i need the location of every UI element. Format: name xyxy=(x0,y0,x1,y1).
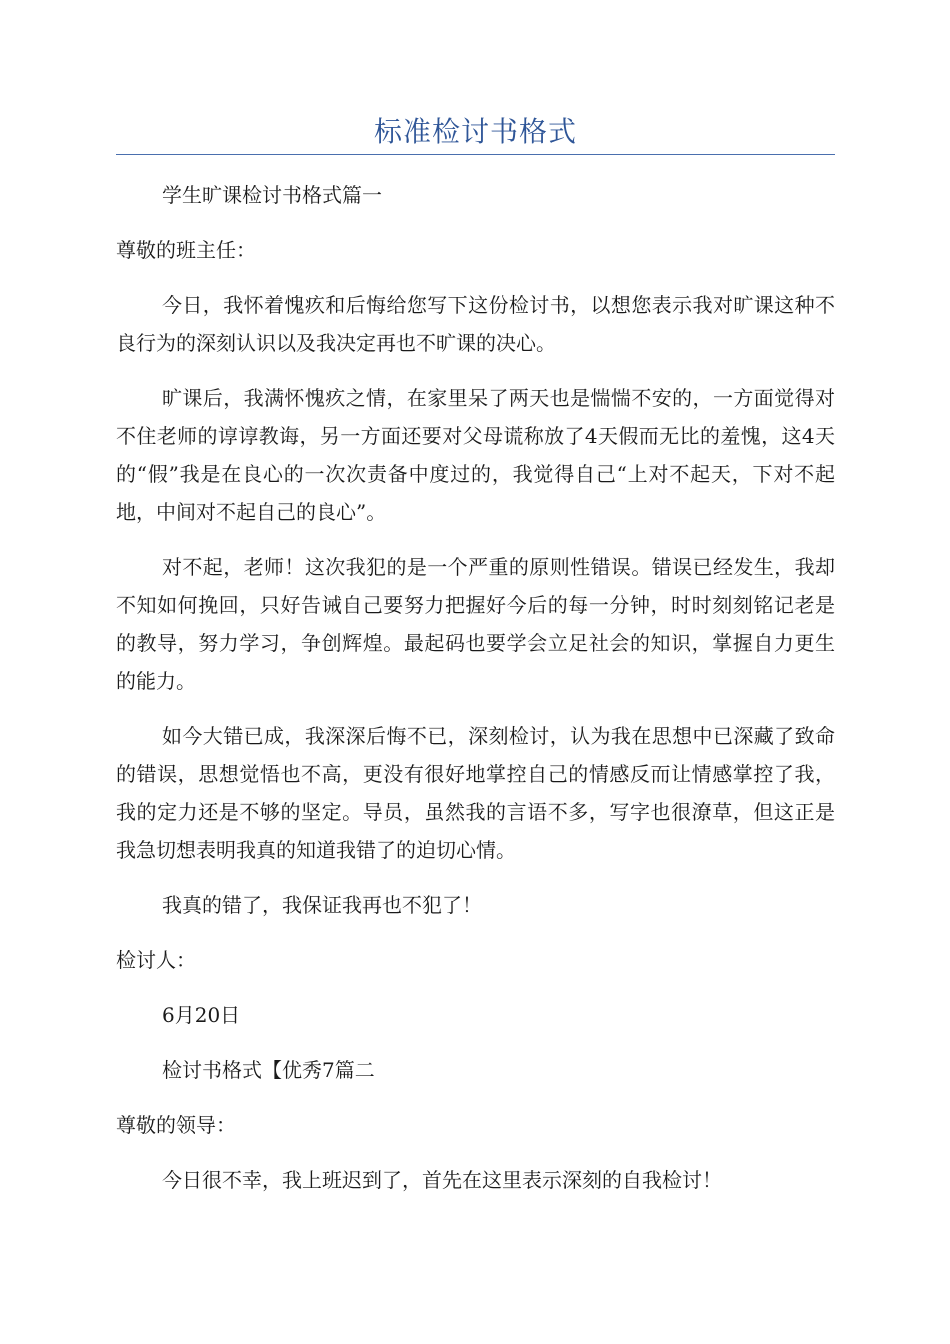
section-heading-1: 学生旷课检讨书格式篇一 xyxy=(162,183,382,207)
title-underline xyxy=(116,154,835,155)
salutation-2: 尊敬的领导： xyxy=(116,1113,236,1137)
paragraph: 如今大错已成，我深深后悔不已，深刻检讨，认为我在思想中已深藏了致命的错误，思想觉悟也不高，更没有很好地掌控自己的情感反而让情感掌控了我，我的定力还是不够的坚定。导员，虽然我的言语不多，写字也很潦草，但这正是我急切想表明我真的知道我错了的迫切心情。 xyxy=(116,724,835,862)
paragraph: 旷课后，我满怀愧疚之情，在家里呆了两天也是惴惴不安的，一方面觉得对不住老师的谆谆教诲，另一方面还要对父母谎称放了4天假而无比的羞愧，这4天的“假”我是在良心的一次次责备中度过的，我觉得自己“上对不起天，下对不起地，中间对不起自己的良心”。 xyxy=(116,386,835,524)
paragraph: 今日很不幸，我上班迟到了，首先在这里表示深刻的自我检讨！ xyxy=(162,1168,722,1192)
paragraph: 今日，我怀着愧疚和后悔给您写下这份检讨书，以想您表示我对旷课这种不良行为的深刻认识以及我决定再也不旷课的决心。 xyxy=(116,293,835,355)
paragraph: 对不起，老师！这次我犯的是一个严重的原则性错误。错误已经发生，我却不知如何挽回，只好告诫自己要努力把握好今后的每一分钟，时时刻刻铭记老是的教导，努力学习，争创辉煌。最起码也要学会立足社会的知识，掌握自力更生的能力。 xyxy=(116,555,835,693)
paragraph: 我真的错了，我保证我再也不犯了！ xyxy=(162,893,482,917)
document-body xyxy=(116,176,835,1216)
salutation-1: 尊敬的班主任： xyxy=(116,238,256,262)
section-heading-2: 检讨书格式【优秀7篇二 xyxy=(162,1058,375,1082)
signature-label: 检讨人： xyxy=(116,948,196,972)
date-line: 6月20日 xyxy=(162,1003,241,1027)
document-title: 标准检讨书格式 xyxy=(373,115,577,148)
